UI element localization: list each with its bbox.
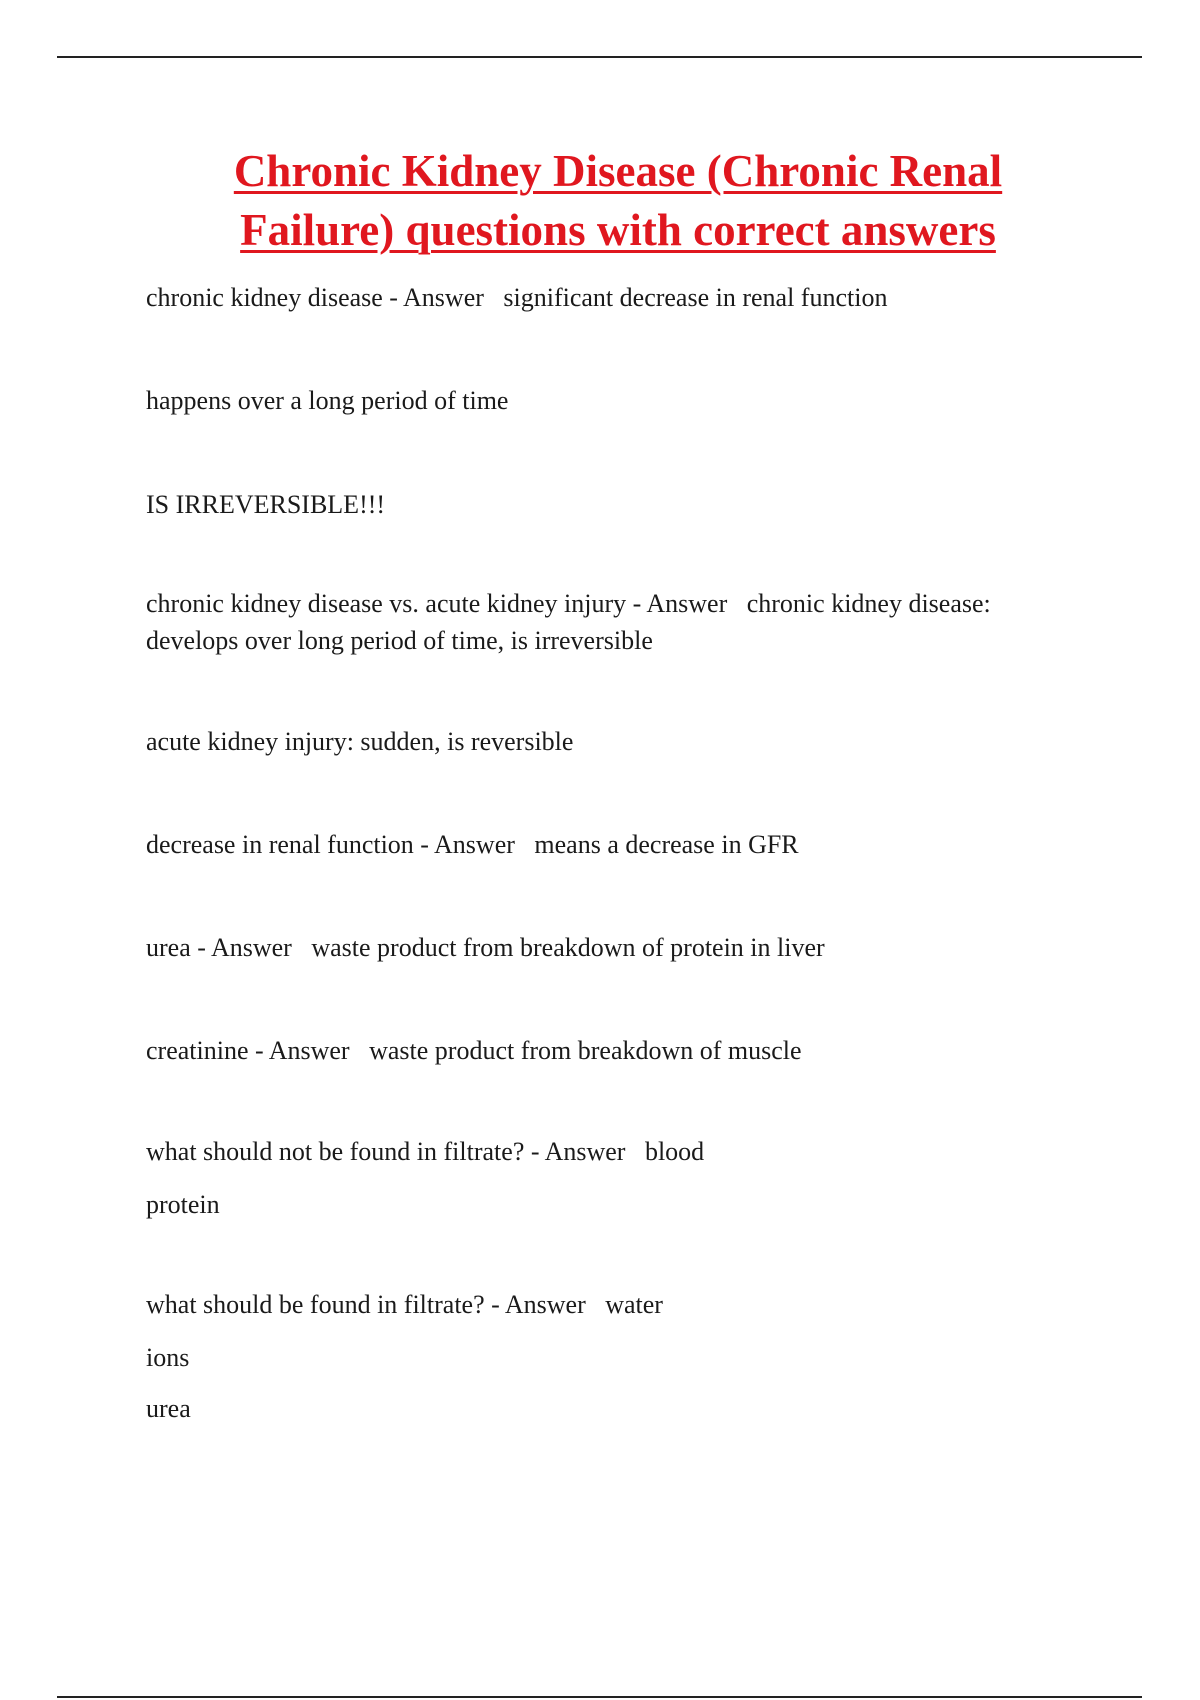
qa-line: what should be found in filtrate? - Answer water [146,1290,663,1319]
qa-line: urea - Answer waste product from breakdown of protein in liver [146,933,825,962]
qa-line: creatinine - Answer waste product from breakdown of muscle [146,1036,802,1065]
qa-line: protein [146,1190,220,1219]
qa-line: IS IRREVERSIBLE!!! [146,490,386,519]
title-line-1: Chronic Kidney Disease (Chronic Renal [233,146,1003,196]
footer-rule [57,1696,1142,1698]
page-title [100,142,1136,260]
qa-line: chronic kidney disease - Answer significant decrease in renal function [146,283,888,312]
title-line-2: Failure) questions with correct answers [240,205,996,255]
qa-line: ions [146,1343,190,1372]
qa-line: chronic kidney disease vs. acute kidney injury - Answer chronic kidney disease: [146,589,991,618]
qa-line: what should not be found in filtrate? - Answer blood [146,1137,705,1166]
qa-line: acute kidney injury: sudden, is reversible [146,727,574,756]
qa-line: happens over a long period of time [146,386,509,415]
qa-line: decrease in renal function - Answer means a decrease in GFR [146,830,799,859]
qa-line: urea [146,1394,191,1423]
qa-line: develops over long period of time, is irreversible [146,626,653,655]
header-rule [57,56,1142,58]
